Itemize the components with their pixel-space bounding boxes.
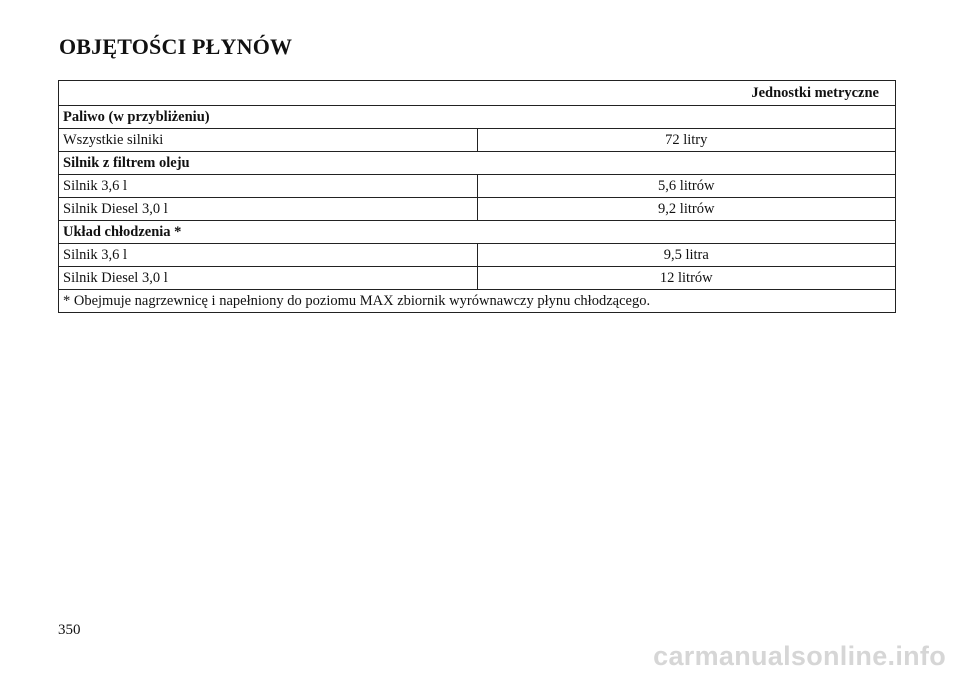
page-title: OBJĘTOŚCI PŁYNÓW <box>59 34 293 59</box>
section-heading-oil: Silnik z filtrem oleju <box>59 152 896 175</box>
section-heading-fuel: Paliwo (w przybliżeniu) <box>59 106 896 129</box>
table-header-row <box>59 81 896 106</box>
row-label: Silnik Diesel 3,0 l <box>59 198 478 221</box>
row-label: Silnik Diesel 3,0 l <box>59 267 478 290</box>
footnote: * Obejmuje nagrzewnicę i napełniony do poziomu MAX zbiornik wyrównawczy płynu chłodzącego. <box>59 290 896 313</box>
section-heading-row <box>59 152 896 175</box>
table-row <box>59 175 896 198</box>
table-row <box>59 244 896 267</box>
table-row <box>59 198 896 221</box>
units-header: Jednostki metryczne <box>59 81 896 106</box>
footnote-row <box>59 290 896 313</box>
row-value: 9,2 litrów <box>477 198 896 221</box>
row-value: 12 litrów <box>477 267 896 290</box>
row-label: Silnik 3,6 l <box>59 175 478 198</box>
row-value: 9,5 litra <box>477 244 896 267</box>
row-value: 5,6 litrów <box>477 175 896 198</box>
table-row <box>59 267 896 290</box>
row-label: Silnik 3,6 l <box>59 244 478 267</box>
section-heading-row <box>59 221 896 244</box>
section-heading-cooling: Układ chłodzenia * <box>59 221 896 244</box>
watermark: carmanualsonline.info <box>653 641 946 671</box>
fluid-capacities-table <box>58 80 896 313</box>
row-label: Wszystkie silniki <box>59 129 478 152</box>
row-value: 72 litry <box>477 129 896 152</box>
page-number: 350 <box>58 622 81 638</box>
table-row <box>59 129 896 152</box>
section-heading-row <box>59 106 896 129</box>
